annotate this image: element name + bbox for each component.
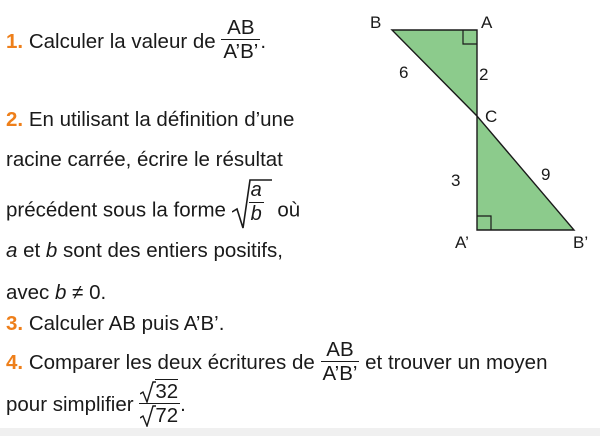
question-3-number: 3. bbox=[6, 312, 24, 335]
radical-sign-icon bbox=[140, 405, 156, 427]
question-4-number: 4. bbox=[6, 350, 24, 374]
question-2-text-avec: avec bbox=[6, 281, 50, 304]
question-3-text: Calculer AB puis A’B’. bbox=[28, 312, 225, 335]
question-2-text-et: et bbox=[23, 239, 41, 262]
question-1-text: Calculer la valeur de bbox=[28, 29, 216, 53]
variable-b: b bbox=[45, 239, 58, 262]
question-2-text-ou: où bbox=[277, 198, 301, 222]
fraction-sqrt32-over-sqrt72 bbox=[139, 380, 180, 427]
fraction-denominator-b: b bbox=[250, 203, 262, 225]
label-b: B bbox=[370, 13, 382, 32]
question-2-line-4 bbox=[6, 239, 283, 263]
question-4-text-3: pour simplifier bbox=[6, 392, 134, 416]
label-b-prime: B’ bbox=[573, 233, 589, 252]
label-a: A bbox=[481, 13, 493, 32]
question-4-line-1 bbox=[6, 338, 548, 385]
question-4-end: . bbox=[180, 392, 186, 416]
question-4-text-1: Comparer les deux écritures de bbox=[28, 350, 315, 374]
fraction-numerator-a: a bbox=[250, 179, 262, 201]
question-2-line-5 bbox=[6, 281, 106, 305]
length-bc: 6 bbox=[399, 63, 409, 82]
question-4-line-2 bbox=[6, 380, 186, 427]
question-2-text-3: précédent sous la forme bbox=[6, 198, 226, 222]
triangle-a-prime-b-prime-c bbox=[477, 116, 574, 230]
fraction-ab-over-a-prime-b-prime bbox=[221, 16, 260, 63]
question-2-number: 2. bbox=[6, 108, 24, 131]
question-2-line-1 bbox=[6, 108, 294, 132]
fraction-denominator: A’B’ bbox=[322, 362, 358, 385]
question-2-line-2 bbox=[6, 148, 283, 172]
label-c: C bbox=[485, 107, 498, 126]
fraction-numerator: AB bbox=[221, 16, 260, 40]
length-ac: 2 bbox=[479, 65, 489, 84]
bottom-band bbox=[0, 428, 600, 436]
variable-b-2: b bbox=[55, 281, 67, 304]
question-2-text-2: racine carrée, écrire le résultat bbox=[6, 148, 283, 171]
sqrt-72: 72 bbox=[139, 404, 180, 427]
fraction-ab-over-a-prime-b-prime-2 bbox=[321, 338, 360, 385]
question-2-text-5: ≠ 0. bbox=[72, 281, 107, 304]
variable-a: a bbox=[6, 239, 18, 262]
fraction-a-over-b bbox=[249, 179, 264, 226]
question-1-number: 1. bbox=[6, 29, 24, 53]
question-1 bbox=[6, 16, 267, 63]
sqrt-a-over-b bbox=[232, 179, 272, 236]
radical-sign-icon bbox=[140, 381, 156, 403]
label-a-prime: A’ bbox=[455, 233, 469, 252]
sqrt-32: 32 bbox=[139, 380, 180, 404]
question-1-end: . bbox=[260, 29, 267, 53]
question-2-line-3 bbox=[6, 179, 301, 236]
fraction-numerator: AB bbox=[321, 338, 360, 362]
length-b-prime-c: 9 bbox=[541, 165, 551, 184]
length-a-prime-c: 3 bbox=[451, 171, 461, 190]
triangles-figure bbox=[355, 8, 595, 253]
fraction-denominator: A’B’ bbox=[223, 40, 259, 63]
question-2-text-4: sont des entiers positifs, bbox=[63, 239, 283, 262]
question-2-text-1: En utilisant la définition d’une bbox=[28, 108, 295, 131]
question-4-text-2: et trouver un moyen bbox=[365, 350, 548, 374]
question-3 bbox=[6, 312, 224, 336]
